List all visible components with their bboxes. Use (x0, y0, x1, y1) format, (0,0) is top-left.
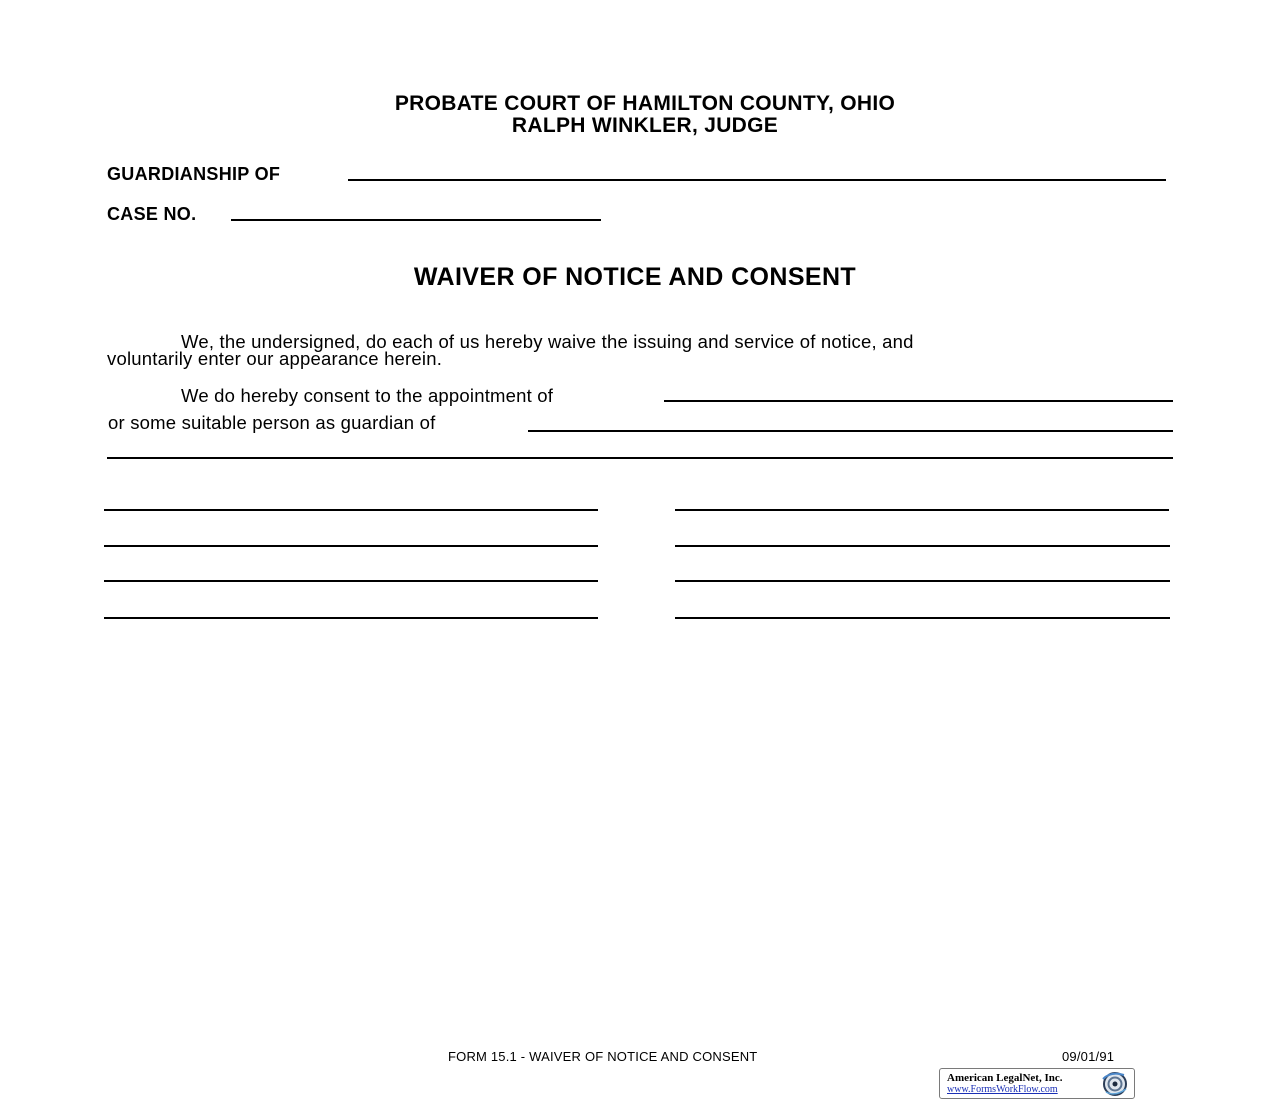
court-header (0, 93, 1275, 137)
form-title: WAIVER OF NOTICE AND CONSENT (413, 263, 857, 291)
publisher-logo[interactable] (939, 1068, 1135, 1099)
signature-line[interactable] (675, 545, 1170, 547)
signature-line[interactable] (104, 509, 598, 511)
guardianship-of-field[interactable] (348, 179, 1166, 181)
guardianship-label: GUARDIANSHIP OF (107, 164, 281, 184)
court-name: PROBATE COURT OF HAMILTON COUNTY, OHIO (394, 92, 896, 115)
guardian-of-text: or some suitable person as guardian of (108, 412, 436, 433)
publisher-link[interactable]: www.FormsWorkFlow.com (947, 1084, 1058, 1095)
form-id: FORM 15.1 - WAIVER OF NOTICE AND CONSENT (448, 1049, 758, 1064)
signature-line[interactable] (675, 617, 1170, 619)
signature-line[interactable] (104, 580, 598, 582)
appointee-field[interactable] (664, 400, 1173, 402)
ward-name-field-continued[interactable] (107, 457, 1173, 459)
signature-line[interactable] (104, 617, 598, 619)
consent-text: We do hereby consent to the appointment of (181, 385, 554, 406)
case-no-label: CASE NO. (107, 204, 197, 224)
waiver-text-line-2: voluntarily enter our appearance herein. (107, 348, 443, 369)
signature-line[interactable] (675, 580, 1170, 582)
judge-name: RALPH WINKLER, JUDGE (511, 114, 779, 137)
form-date: 09/01/91 (1062, 1049, 1115, 1064)
case-no-field[interactable] (231, 219, 601, 221)
signature-line[interactable] (675, 509, 1169, 511)
signature-line[interactable] (104, 545, 598, 547)
waiver-text-line-1: We, the undersigned, do each of us hereby waive the issuing and service of notice, and (181, 331, 914, 352)
publisher-name: American LegalNet, Inc. (947, 1072, 1063, 1084)
globe-icon (1097, 1070, 1131, 1097)
ward-name-field[interactable] (528, 430, 1173, 432)
